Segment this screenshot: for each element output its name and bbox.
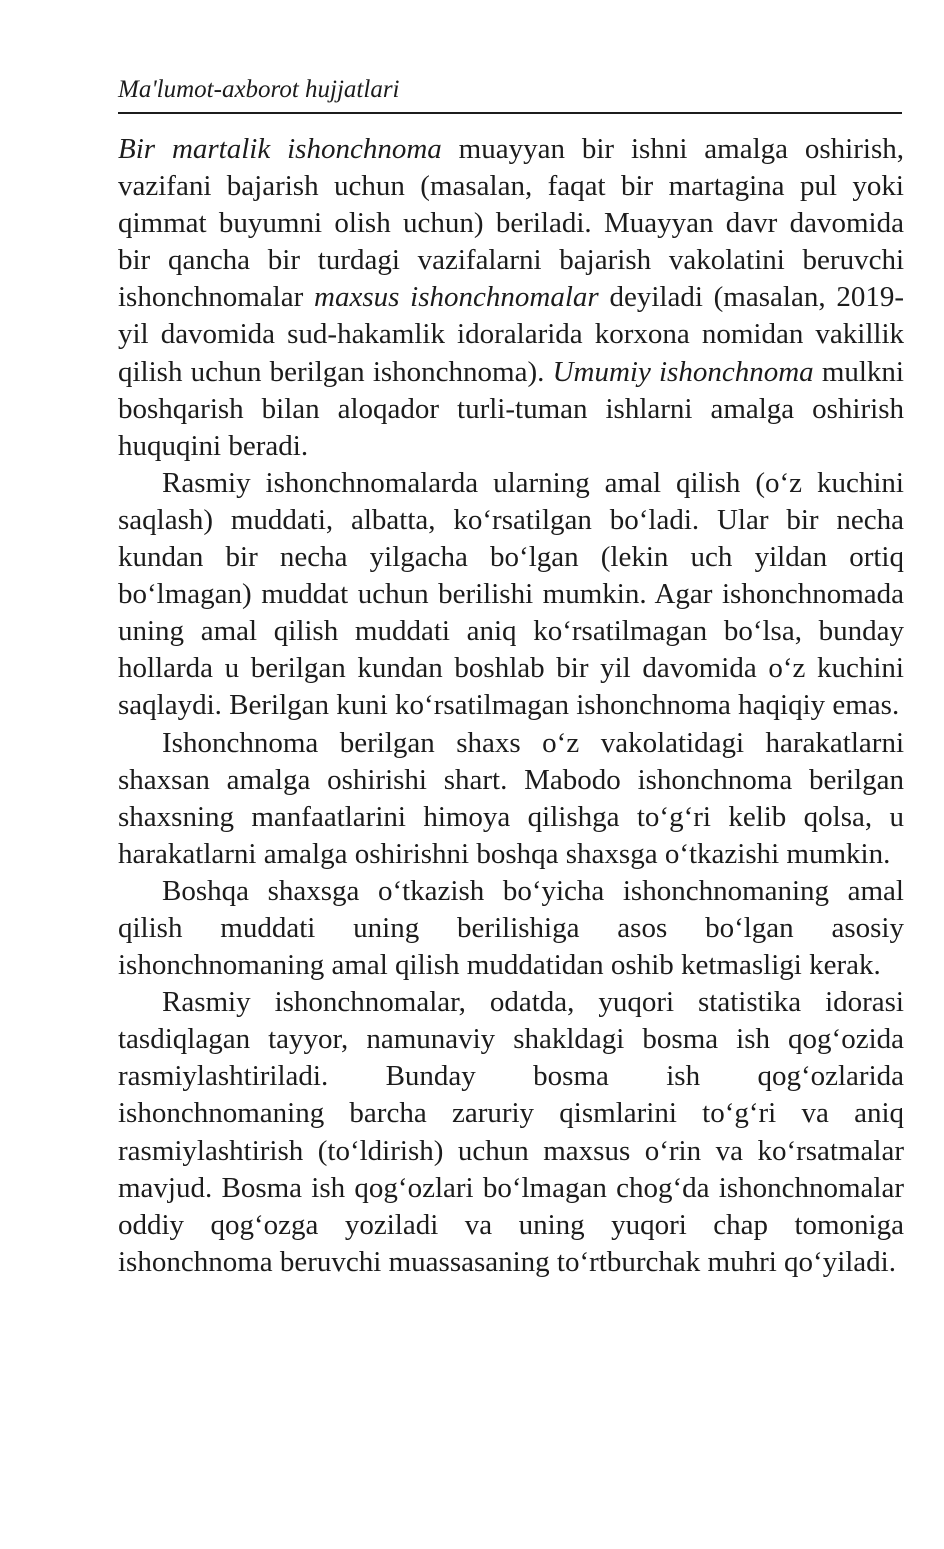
- paragraph-4: Boshqa shaxsga o‘tkazish bo‘yicha ishonchnomaning amal qilish muddati uning berilishiga asos bo‘lgan asosiy ishonchnomaning amal qilish muddatidan oshib ketmasligi kerak.: [118, 874, 904, 982]
- paragraph-5: Rasmiy ishonchnomalar, odatda, yuqori statistika idorasi tasdiqlagan tayyor, namunaviy shakldagi bosma ish qog‘ozida rasmiylashtiriladi. Bunday bosma ish qog‘ozlarida ishonchnomaning barcha zaruriy qismlarini to‘g‘ri va aniq rasmiylashtirish (to‘ldirish) uchun maxsus o‘rin va ko‘rsatmalar mavjud. Bosma ish qog‘ozlari bo‘lmagan chog‘da ishonchnomalar oddiy qog‘ozga yoziladi va uning yuqori chap tomoniga ishonchnoma beruvchi muassasaning to‘rtburchak muhri qo‘yiladi.: [118, 986, 904, 1278]
- term-bir-martalik: Bir martalik ishonchnoma: [118, 133, 442, 165]
- paragraph-1-text-b: deyiladi (masalan, 2019-yil davomida sud-hakamlik idoralarida korxona nomidan vakillik qilish uchun berilgan ishonchnoma).: [118, 281, 905, 388]
- running-head: Ma'lumot-axborot hujjatlari: [118, 76, 400, 103]
- paragraph-1-text-c: mulkni boshqarish bilan aloqador turli-tuman ishlarni amalga oshirish huquqini beradi.: [118, 355, 904, 462]
- term-maxsus: maxsus ishonchnomalar: [314, 281, 599, 314]
- paragraph-1-text-a: muayyan bir ishni amalga oshirish, vazifani bajarish uchun (masalan, faqat bir martagina pul yoki qimmat buyumni olish uchun) beriladi. Muayyan davr davomida bir qancha bir turdagi vazifalarni bajarish vakolatini beruvchi ishonchnomalar: [118, 133, 904, 314]
- term-umumiy: Umumiy ishonchnoma: [552, 355, 814, 388]
- paragraph-1: [118, 131, 904, 465]
- paragraph-2: Rasmiy ishonchnomalarda ularning amal qilish (o‘z kuchini saqlash) muddati, albatta, ko‘rsatilgan bo‘ladi. Ular bir necha kundan bir necha yilgacha bo‘lgan (lekin uch yildan ortiq bo‘lmagan) muddat uchun berilishi mumkin. Agar ishonchnomada uning amal qilish muddati aniq ko‘rsatilmagan bo‘lsa, bunday hollarda u berilgan kundan boshlab bir yil davomida o‘z kuchini saqlaydi. Berilgan kuni ko‘rsatilmagan ishonchnoma haqiqiy emas.: [118, 466, 904, 722]
- header-rule: [118, 112, 902, 114]
- paragraph-3: Ishonchnoma berilgan shaxs o‘z vakolatidagi harakatlarni shaxsan amalga oshirishi shart. Mabodo ishonchnoma berilgan shaxsning manfaatlarini himoya qilishga to‘g‘ri kelib qolsa, u harakatlarni amalga oshirishni boshqa shaxsga o‘tkazishi mumkin.: [118, 726, 904, 870]
- body-text: [118, 131, 904, 1281]
